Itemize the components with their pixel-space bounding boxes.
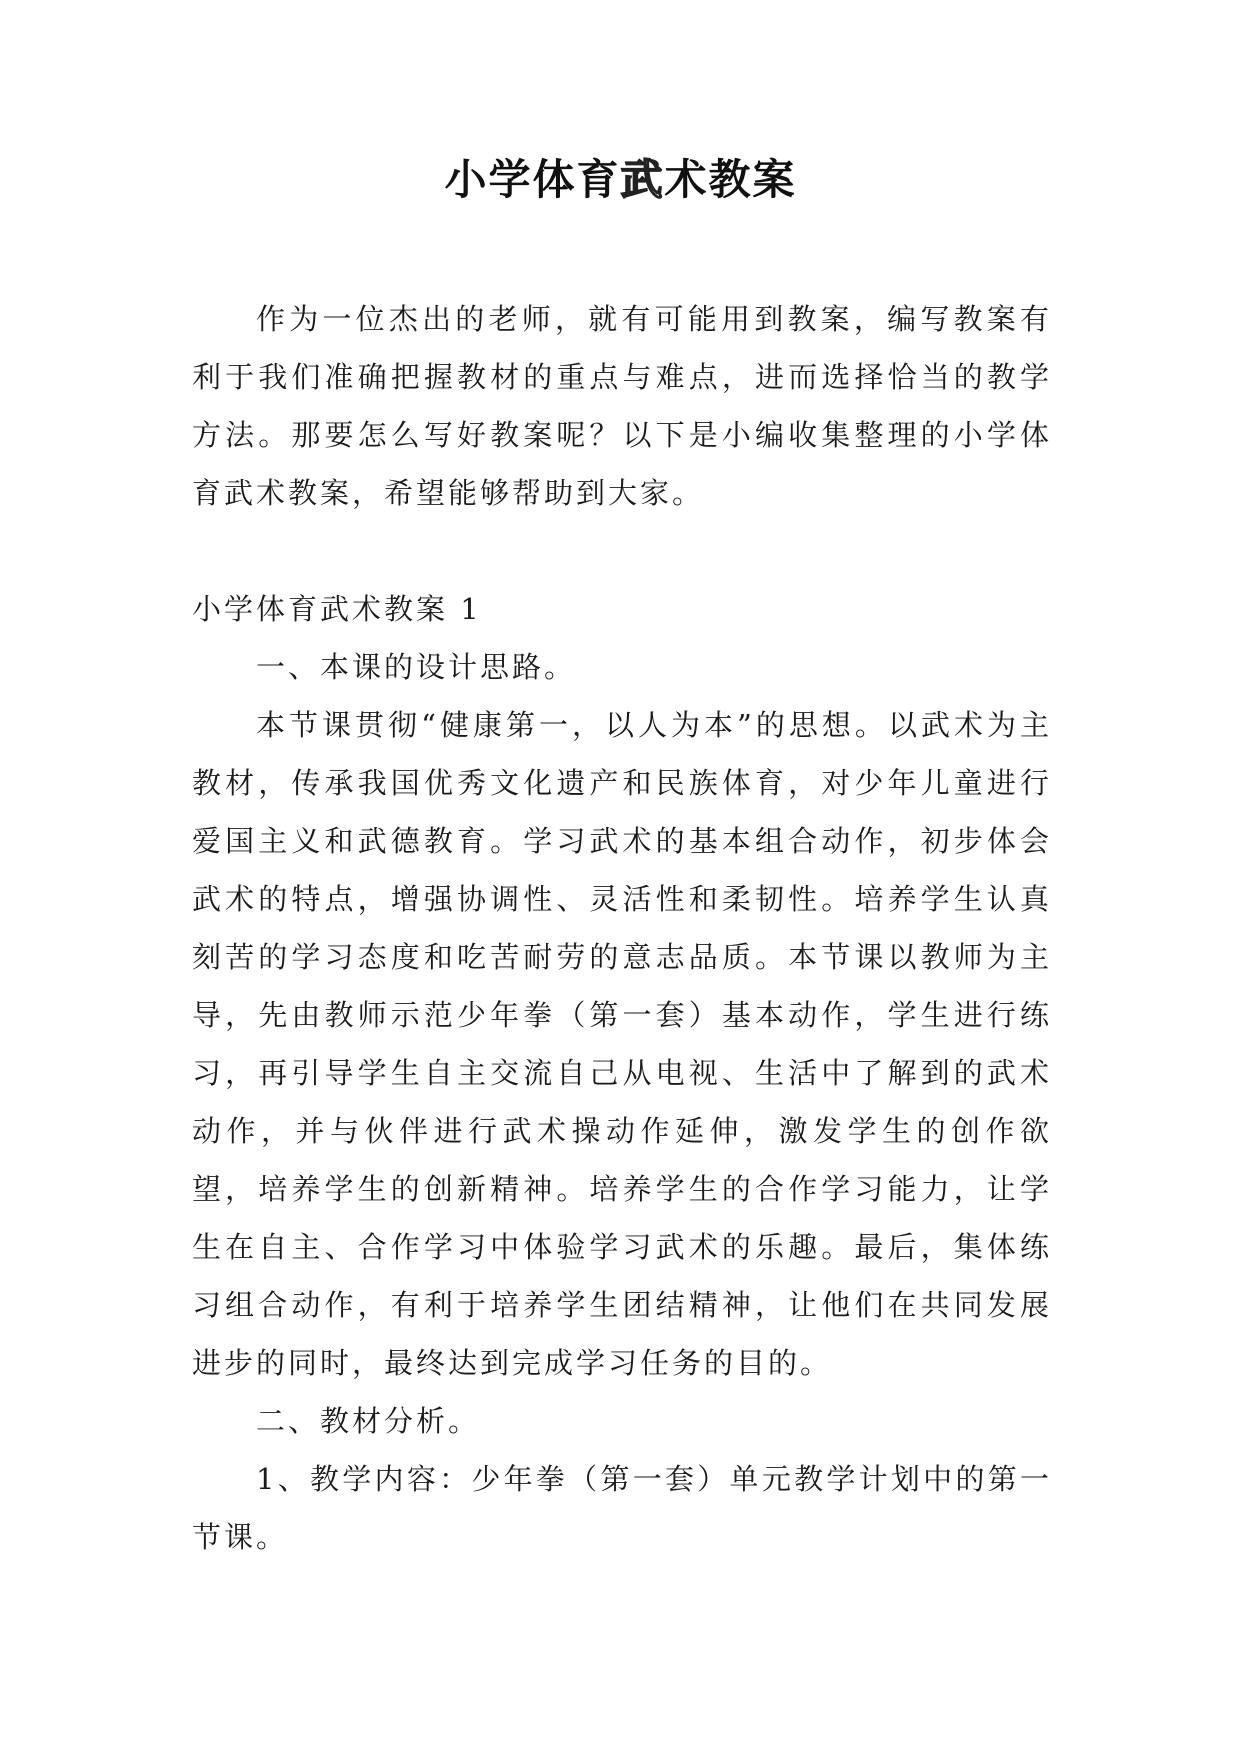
intro-paragraph: 作为一位杰出的老师，就有可能用到教案，编写教案有利于我们准确把握教材的重点与难点，进而选择恰当的教学方法。那要怎么写好教案呢？以下是小编收集整理的小学体育武术教案，希望能够帮助到大家。 bbox=[192, 302, 1052, 510]
part2-heading: 二、教材分析。 bbox=[256, 1404, 481, 1438]
title-part-2: 术教案 bbox=[664, 155, 797, 204]
part2-item-1: 1、教学内容：少年拳（第一套）单元教学计划中的第一节课。 bbox=[192, 1462, 1052, 1554]
paragraph-gap bbox=[192, 522, 1052, 580]
section-heading: 小学体育武术教案 1 bbox=[192, 592, 482, 626]
part1-paragraph: 本节课贯彻“健康第一，以人为本”的思想。以武术为主教材，传承我国优秀文化遗产和民族体育，对少年儿童进行爱国主义和武德教育。学习武术的基本组合动作，初步体会武术的特点，增强协调性、灵活性和柔韧性。培养学生认真刻苦的学习态度和吃苦耐劳的意志品质。本节课以教师为主导，先由教师示范少年拳（第一套）基本动作，学生进行练习，再引导学生自主交流自己从电视、生活中了解到的武术动作，并与伙伴进行武术操动作延伸，激发学生的创作欲望，培养学生的创新精神。培养学生的合作学习能力，让学生在自主、合作学习中体验学习武术的乐趣。最后，集体练习组合动作，有利于培养学生团结精神，让他们在共同发展进步的同时，最终达到完成学习任务的目的。 bbox=[192, 708, 1052, 1380]
part1-heading: 一、本课的设计思路。 bbox=[256, 650, 577, 684]
document-body bbox=[192, 290, 1052, 1566]
title-highlight-char: 武 bbox=[620, 155, 665, 204]
title-part-1: 小学体育 bbox=[444, 155, 621, 204]
page-title bbox=[0, 150, 1241, 210]
